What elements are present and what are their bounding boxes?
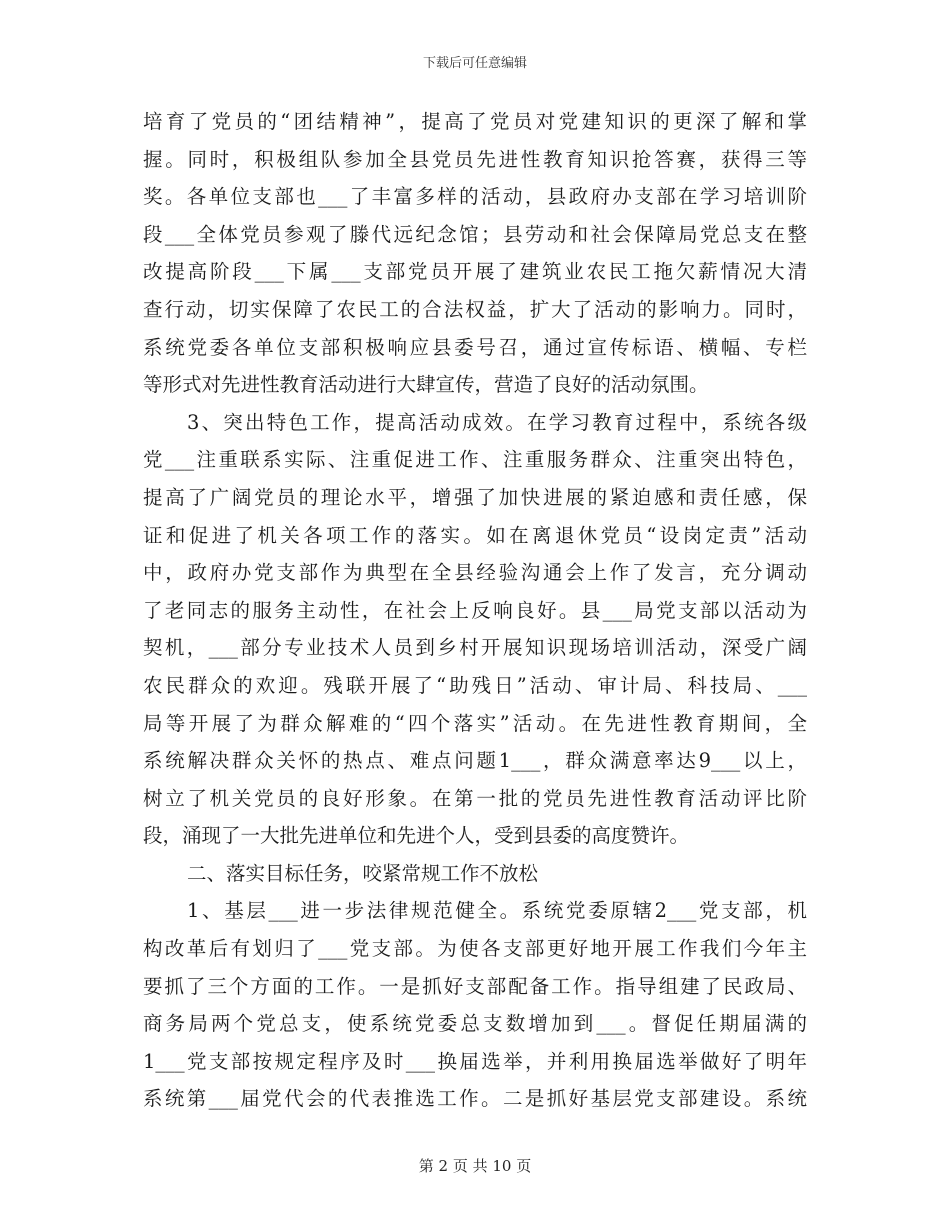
text-line: 系统党委各单位支部积极响应县委号召，通过宣传标语、横幅、专栏 <box>143 335 807 359</box>
text-line: 1、基层___进一步法律规范健全。系统党委原辖2___党支部，机 <box>187 899 807 923</box>
section-heading: 二、落实目标任务，咬紧常规工作不放松 <box>187 861 539 885</box>
text-line: 段___全体党员参观了滕代远纪念馆；县劳动和社会保障局党总支在整 <box>143 222 807 246</box>
document-body <box>143 103 807 1118</box>
text-line: 3、突出特色工作，提高活动成效。在学习教育过程中，系统各级 <box>187 410 807 434</box>
page-footer: 第 2 页 共 10 页 <box>418 1157 532 1175</box>
text-line: 农民群众的欢迎。残联开展了“助残日”活动、审计局、科技局、___ <box>143 673 807 697</box>
page-header: 下载后可任意编辑 <box>422 56 527 71</box>
text-line: 局等开展了为群众解难的“四个落实”活动。在先进性教育期间，全 <box>143 711 807 735</box>
text-line: 系统解决群众关怀的热点、难点问题1___，群众满意率达9___以上， <box>143 749 807 773</box>
text-line: 证和促进了机关各项工作的落实。如在离退休党员“设岗定责”活动 <box>143 523 807 547</box>
text-line: 要抓了三个方面的工作。一是抓好支部配备工作。指导组建了民政局、 <box>143 974 807 998</box>
text-line: 培育了党员的“团结精神”，提高了党员对党建知识的更深了解和掌 <box>143 110 807 133</box>
text-line: 构改革后有划归了___党支部。为使各支部更好地开展工作我们今年主 <box>143 937 807 961</box>
text-line: 商务局两个党总支，使系统党委总支数增加到___。督促任期届满的 <box>143 1012 807 1036</box>
text-line: 查行动，切实保障了农民工的合法权益，扩大了活动的影响力。同时， <box>143 297 807 321</box>
text-line: 树立了机关党员的良好形象。在第一批的党员先进性教育活动评比阶 <box>143 786 807 810</box>
text-line: 等形式对先进性教育活动进行大肆宣传，营造了良好的活动氛围。 <box>143 373 709 397</box>
text-line: 中，政府办党支部作为典型在全县经验沟通会上作了发言，充分调动 <box>143 561 807 585</box>
text-line: 系统第___届党代会的代表推选工作。二是抓好基层党支部建设。系统 <box>143 1087 807 1111</box>
text-line: 契机，___部分专业技术人员到乡村开展知识现场培训活动，深受广阔 <box>143 636 807 660</box>
text-line: 段，涌现了一大批先进单位和先进个人，受到县委的高度赞许。 <box>143 824 690 848</box>
text-line: 握。同时，积极组队参加全县党员先进性教育知识抢答赛，获得三等 <box>143 147 807 171</box>
text-line: 奖。各单位支部也___了丰富多样的活动，县政府办支部在学习培训阶 <box>143 185 807 209</box>
text-line: 1___党支部按规定程序及时___换届选举，并利用换届选举做好了明年 <box>143 1049 807 1073</box>
text-line: 提高了广阔党员的理论水平，增强了加快进展的紧迫感和责任感，保 <box>143 485 807 509</box>
text-line: 改提高阶段___下属___支部党员开展了建筑业农民工拖欠薪情况大清 <box>143 260 807 284</box>
text-line: 党___注重联系实际、注重促进工作、注重服务群众、注重突出特色， <box>143 448 807 472</box>
text-line: 了老同志的服务主动性，在社会上反响良好。县___局党支部以活动为 <box>143 598 807 622</box>
